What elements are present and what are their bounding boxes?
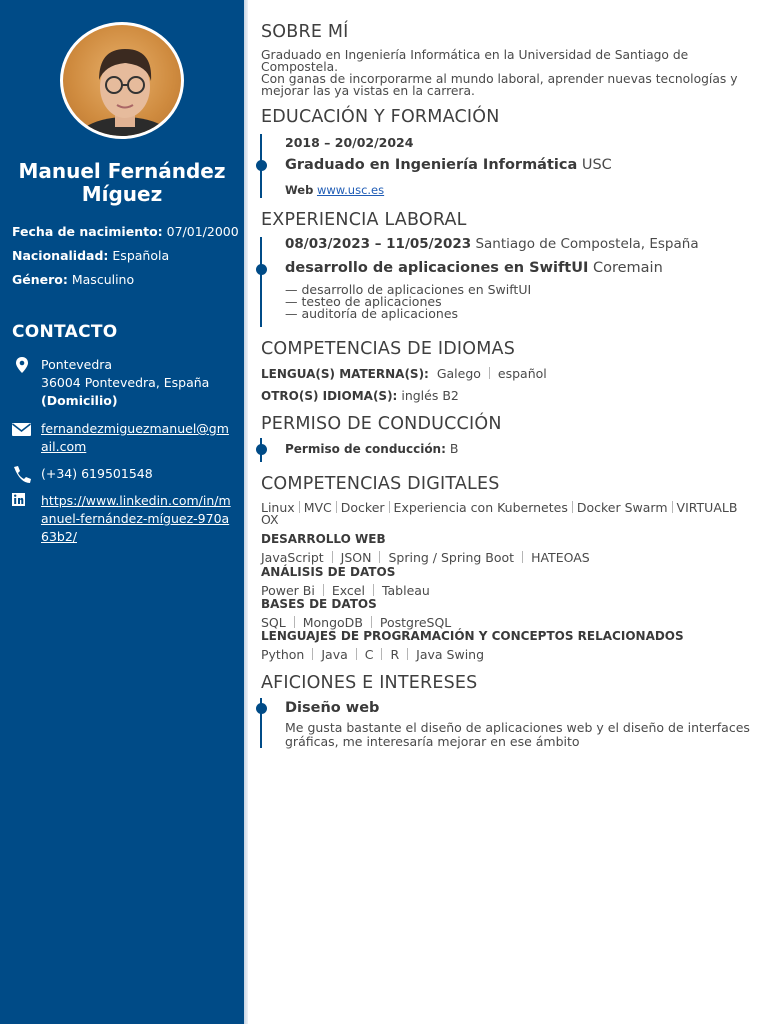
skill: Docker [340, 500, 385, 515]
driving-title: PERMISO DE CONDUCCIÓN [261, 414, 502, 434]
hobby-line2: gráficas, me interesaría mejorar en ese ámbito [285, 734, 580, 749]
phone-icon [12, 465, 32, 483]
phone-number: (+34) 619501548 [41, 466, 153, 481]
profile-name: Manuel Fernández Míguez [18, 159, 226, 206]
skill: R [390, 647, 400, 662]
skill: C [364, 647, 374, 662]
experience-timeline [260, 237, 262, 327]
experience-header [285, 236, 699, 252]
skill: VIRTUALB [676, 500, 738, 515]
digital-title: COMPETENCIAS DIGITALES [261, 474, 500, 494]
experience-dot [256, 264, 267, 275]
about-line1: Graduado en Ingeniería Informática en la Universidad de Santiago de [261, 48, 689, 62]
address-note: (Domicilio) [41, 393, 118, 408]
category-data-items [261, 583, 430, 598]
skill: Java Swing [416, 647, 485, 662]
category-lang-items [261, 647, 484, 662]
languages-title: COMPETENCIAS DE IDIOMAS [261, 339, 516, 359]
education-web [285, 183, 384, 197]
experience-entry [285, 260, 663, 276]
nationality-label: Nacionalidad: [12, 248, 109, 263]
mother-lang-1: Galego [436, 366, 481, 381]
skill: Power Bi [261, 583, 315, 598]
contact-phone [12, 465, 237, 485]
contact-linkedin [12, 492, 237, 548]
driving-dot [256, 444, 267, 455]
category-web: DESARROLLO WEB [261, 532, 386, 546]
experience-location: Santiago de Compostela, España [475, 236, 699, 252]
about-line2: Compostela. [261, 60, 339, 74]
about-line3: Con ganas de incorporarme al mundo laboral, aprender nuevas tecnologías y [261, 72, 738, 86]
skill: Tableau [381, 583, 430, 598]
contact-address [12, 356, 237, 412]
birth-date [12, 224, 239, 239]
category-data: ANÁLISIS DE DATOS [261, 565, 396, 579]
envelope-icon [12, 420, 32, 438]
skill: Python [261, 647, 305, 662]
contact-title: CONTACTO [12, 322, 118, 342]
skill: Java [321, 647, 348, 662]
skill: MVC [303, 500, 332, 515]
skill: JavaScript [261, 550, 324, 565]
skill: Spring / Spring Boot [388, 550, 515, 565]
skill: Experiencia con Kubernetes [393, 500, 568, 515]
task-2: — testeo de aplicaciones [285, 294, 442, 309]
skill: SQL [261, 615, 286, 630]
about-text [261, 49, 741, 97]
nationality [12, 248, 169, 263]
skill: JSON [340, 550, 372, 565]
gender-value: Masculino [71, 272, 135, 287]
contact-email [12, 420, 237, 458]
hobby-title: Diseño web [285, 700, 380, 716]
driving-label: Permiso de conducción: [285, 442, 446, 456]
birth-label: Fecha de nacimiento: [12, 224, 163, 239]
skill: PostgreSQL [379, 615, 452, 630]
gender [12, 272, 134, 287]
skill: Excel [331, 583, 365, 598]
driving-value: B [449, 441, 459, 456]
address-line1: Pontevedra [41, 357, 113, 372]
about-line4: mejorar las ya vistas en la carrera. [261, 84, 475, 98]
category-db: BASES DE DATOS [261, 597, 377, 611]
education-entry [285, 157, 612, 173]
experience-title: EXPERIENCIA LABORAL [261, 210, 467, 230]
email-link[interactable]: fernandezmiguezmanuel@gmail.com [41, 421, 229, 454]
sidebar [0, 0, 244, 1024]
driving-entry [285, 441, 458, 456]
mother-lang-2: español [497, 366, 547, 381]
category-lang: LENGUAJES DE PROGRAMACIÓN Y CONCEPTOS RELACIONADOS [261, 629, 684, 643]
hobby-text [285, 721, 750, 749]
hobby-line1: Me gusta bastante el diseño de aplicaciones web y el diseño de interfaces [285, 720, 750, 735]
education-dot [256, 160, 267, 171]
mother-languages [261, 366, 547, 381]
web-link[interactable]: www.usc.es [316, 183, 385, 197]
skill: HATEOAS [531, 550, 590, 565]
profile-photo [60, 22, 184, 139]
about-title: SOBRE MÍ [261, 22, 349, 42]
mother-label: LENGUA(S) MATERNA(S): [261, 367, 429, 381]
other-lang: inglés B2 [401, 388, 459, 403]
education-title: EDUCACIÓN Y FORMACIÓN [261, 107, 500, 127]
birth-value: 07/01/2000 [166, 224, 239, 239]
skill: Linux [261, 500, 295, 515]
education-institution: USC [581, 157, 612, 173]
hobbies-title: AFICIONES E INTERESES [261, 673, 478, 693]
experience-role: desarrollo de aplicaciones en SwiftUI [285, 260, 589, 276]
other-languages [261, 388, 459, 403]
skill: Docker Swarm [576, 500, 668, 515]
experience-company: Coremain [592, 260, 663, 276]
task-3: — auditoría de aplicaciones [285, 306, 459, 321]
category-db-items [261, 615, 451, 630]
hobbies-dot [256, 703, 267, 714]
experience-tasks [285, 284, 531, 320]
linkedin-link[interactable]: https://www.linkedin.com/in/manuel-fernández-míguez-970a63b2/ [41, 493, 231, 544]
sidebar-edge [244, 0, 248, 1024]
other-label: OTRO(S) IDIOMA(S): [261, 389, 398, 403]
web-label: Web [285, 183, 314, 197]
education-degree: Graduado en Ingeniería Informática [285, 157, 578, 173]
category-web-items [261, 550, 590, 565]
nationality-value: Española [112, 248, 170, 263]
skill-wrap: OX [261, 512, 279, 527]
digital-general [261, 500, 737, 515]
task-1: — desarrollo de aplicaciones en SwiftUI [285, 282, 532, 297]
education-dates: 2018 – 20/02/2024 [285, 135, 414, 150]
experience-dates: 08/03/2023 – 11/05/2023 [285, 236, 472, 252]
skill: MongoDB [302, 615, 363, 630]
linkedin-icon [12, 492, 32, 510]
address-line2: 36004 Pontevedra, España [41, 375, 210, 390]
gender-label: Género: [12, 272, 68, 287]
location-pin-icon [12, 356, 32, 374]
